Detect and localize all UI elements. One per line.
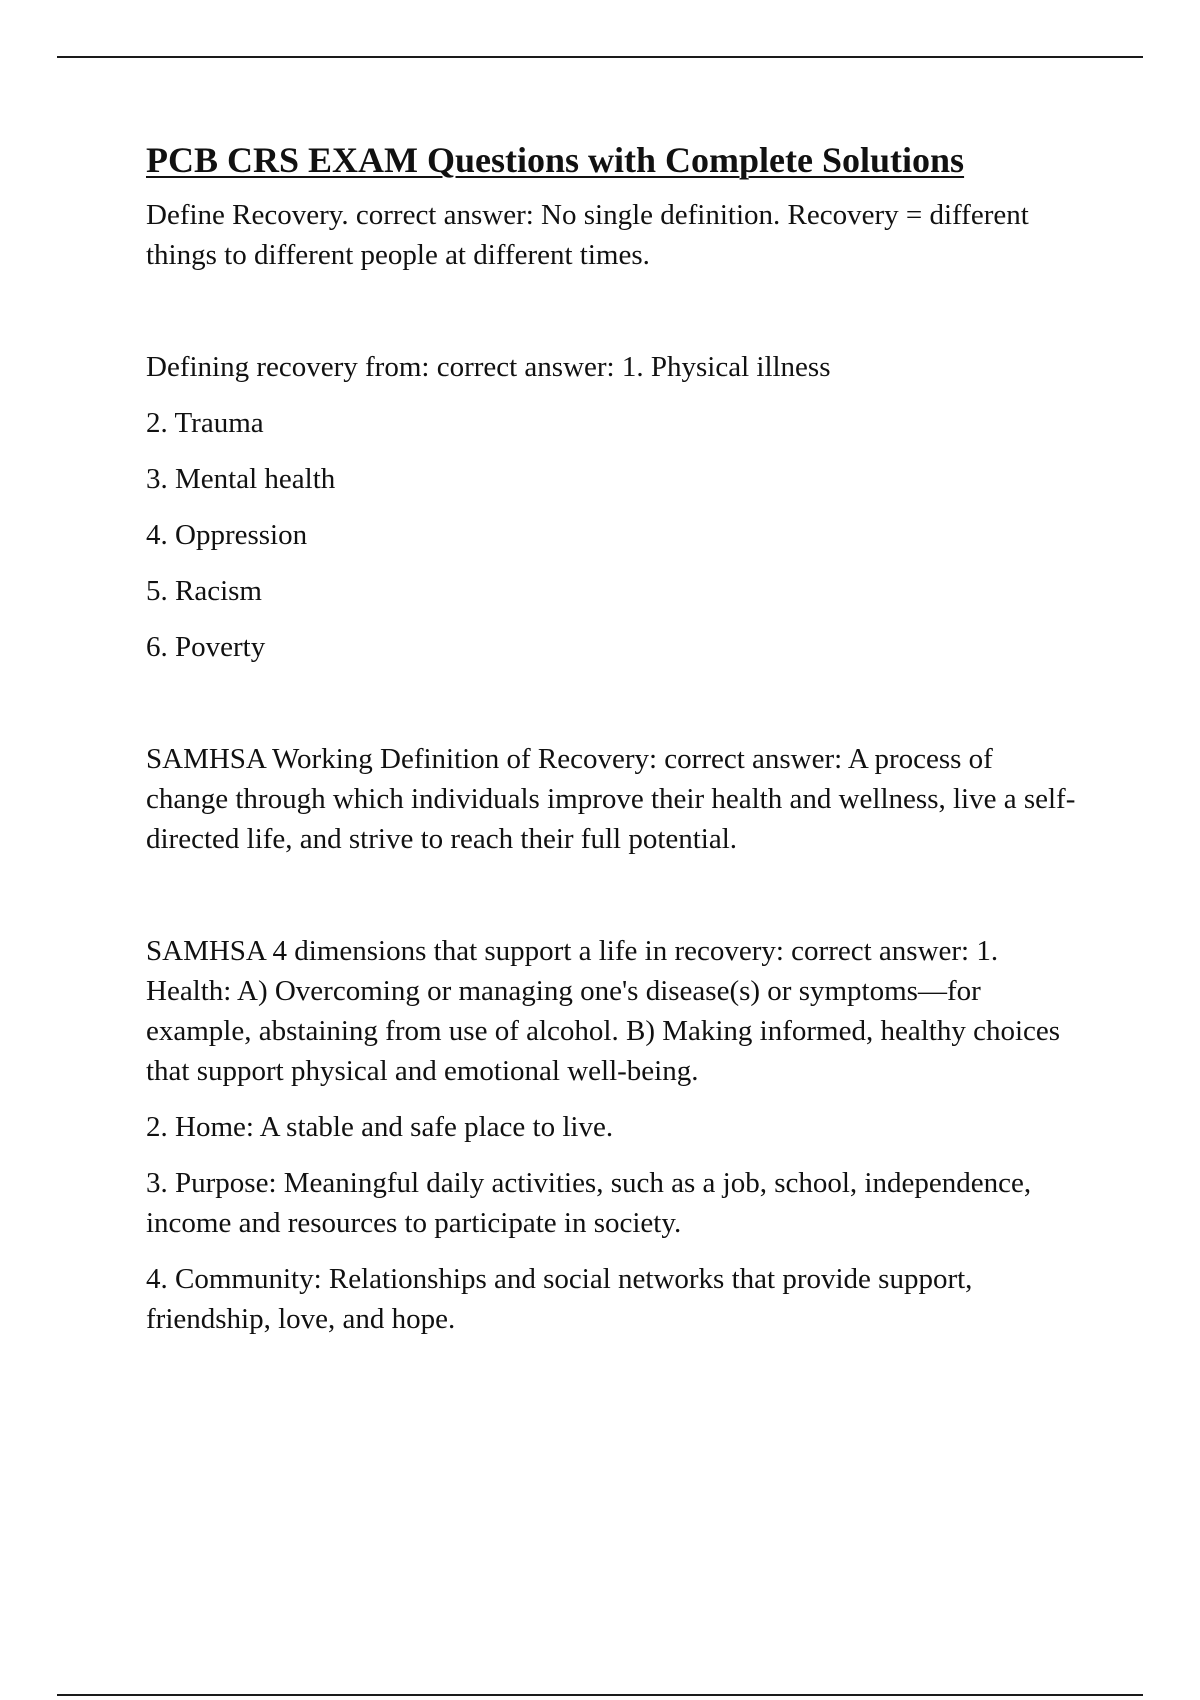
document-title: PCB CRS EXAM Questions with Complete Solutions xyxy=(146,140,965,180)
list-item: 4. Community: Relationships and social networks that provide support, friendship, love, and hope. xyxy=(146,1263,973,1336)
list-item: 5. Racism xyxy=(146,575,262,608)
bottom-rule xyxy=(57,1694,1143,1696)
list-item: 3. Mental health xyxy=(146,463,336,496)
top-rule xyxy=(57,56,1143,58)
list-item: 3. Purpose: Meaningful daily activities, such as a job, school, independence, income and resources to participate in society. xyxy=(146,1167,1032,1240)
qa-samhsa-four-dimensions: SAMHSA 4 dimensions that support a life in recovery: correct answer: 1. Health: A) Overcoming or managing one's disease(s) or symptoms—for example, abstaining from use of alcohol. B) Making informed, healthy choices that support physical and emotional well-being. xyxy=(146,935,1061,1088)
qa-samhsa-working-definition: SAMHSA Working Definition of Recovery: correct answer: A process of change through which individuals improve their health and wellness, live a self-directed life, and strive to reach their full potential. xyxy=(146,743,1076,856)
qa-defining-recovery-from: Defining recovery from: correct answer: 1. Physical illness xyxy=(146,351,831,384)
qa-define-recovery: Define Recovery. correct answer: No single definition. Recovery = different things to different people at different times. xyxy=(146,199,1029,272)
list-item: 2. Home: A stable and safe place to live. xyxy=(146,1111,614,1144)
list-item: 2. Trauma xyxy=(146,407,264,440)
list-item: 4. Oppression xyxy=(146,519,308,552)
list-item: 6. Poverty xyxy=(146,631,266,664)
document-page xyxy=(146,140,1081,1339)
